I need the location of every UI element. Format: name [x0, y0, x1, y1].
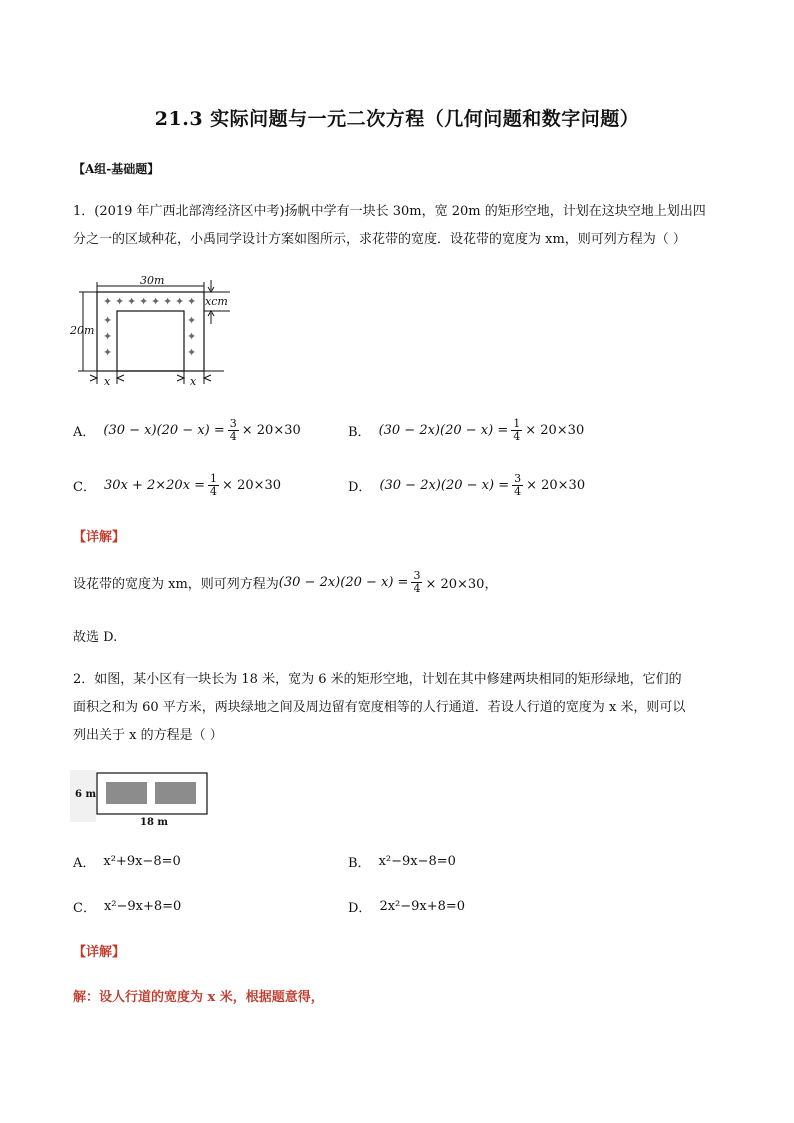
q2-text-line1: 2．如图，某小区有一块长为 18 米，宽为 6 米的矩形空地，计划在其中修建两块相同的矩形绿地，它们的: [73, 672, 682, 687]
q2-figure: [70, 770, 220, 830]
svg-text:✦: ✦: [187, 314, 197, 327]
svg-text:✦: ✦: [187, 330, 197, 343]
q1-figure-left-label: 20m: [70, 324, 95, 337]
q1-figure-inner-rect: [117, 311, 184, 371]
q1-text: [73, 198, 733, 254]
page-title: 21.3 实际问题与一元二次方程（几何问题和数字问题）: [154, 108, 640, 130]
svg-text:✦: ✦: [103, 295, 113, 308]
group-label: 【A组-基础题】: [73, 162, 160, 176]
q2-figure-green-2: [155, 782, 196, 804]
svg-text:✦: ✦: [187, 346, 197, 359]
q1-solution: 设花带的宽度为 xm，则可列方程为 (30 − 2x)(20 − x) = $\frac{3}{4}$ × 20×30，: [73, 569, 498, 595]
svg-text:✦: ✦: [103, 330, 113, 343]
q1-option-d: D． (30 − 2x)(20 − x) = $\frac{3}{4}$ × 20×30: [348, 472, 586, 498]
svg-text:✦: ✦: [127, 295, 137, 308]
q1-text-line2: 分之一的区域种花，小禹同学设计方案如图所示，求花带的宽度．设花带的宽度为 xm，则可列方程为（ ）: [73, 232, 686, 247]
q1-text-line1: 1．(2019 年广西北部湾经济区中考)扬帆中学有一块长 30m，宽 20m 的矩形空地，计划在这块空地上划出四: [73, 204, 706, 219]
svg-text:✦: ✦: [115, 295, 125, 308]
q1-answer: 故选 D.: [73, 630, 118, 645]
q1-detail-label: 【详解】: [73, 530, 126, 545]
q2-option-a: A． x²+9x−8=0: [73, 854, 181, 871]
q2-figure-bottom-label: 18 m: [140, 817, 168, 828]
q1-figure: [70, 272, 240, 390]
q2-text-line3: 列出关于 x 的方程是（ ）: [73, 728, 223, 743]
q2-figure-left-label: 6 m: [75, 789, 97, 800]
svg-text:✦: ✦: [139, 295, 149, 308]
q1-figure-right-label: xcm: [205, 295, 228, 308]
q2-text-line2: 面积之和为 60 平方米，两块绿地之间及周边留有宽度相等的人行通道．若设人行道的宽度为 x 米，则可以: [73, 700, 686, 715]
q2-option-b: B． x²−9x−8=0: [348, 854, 456, 871]
q2-option-d: D． 2x²−9x+8=0: [348, 899, 466, 916]
svg-text:✦: ✦: [103, 314, 113, 327]
svg-text:✦: ✦: [175, 295, 185, 308]
svg-text:✦: ✦: [151, 295, 161, 308]
q2-solution: 解：设人行道的宽度为 x 米，根据题意得，: [73, 990, 324, 1005]
q1-option-b: B． (30 − 2x)(20 − x) = $\frac{1}{4}$ × 20×30: [348, 417, 585, 443]
q1-option-c: C． 30x + 2×20x = $\frac{1}{4}$ × 20×30: [73, 472, 282, 498]
fraction: $\frac{1}{4}$: [210, 472, 218, 498]
fraction: $\frac{3}{4}$: [229, 417, 237, 443]
svg-text:✦: ✦: [103, 346, 113, 359]
fraction: $\frac{1}{4}$: [513, 417, 521, 443]
q1-option-a: A． (30 − x)(20 − x) = $\frac{3}{4}$ × 20×30: [73, 417, 301, 443]
q2-detail-label: 【详解】: [73, 945, 126, 960]
q1-figure-top-label: 30m: [140, 274, 165, 287]
q2-option-c: C． x²−9x+8=0: [73, 899, 182, 916]
svg-text:✦: ✦: [163, 295, 173, 308]
q2-text: [73, 666, 733, 750]
svg-text:✦: ✦: [187, 295, 197, 308]
q1-figure-bottom-left-label: x: [104, 375, 111, 388]
q2-figure-green-1: [106, 782, 147, 804]
fraction: $\frac{3}{4}$: [413, 569, 421, 595]
fraction: $\frac{3}{4}$: [514, 472, 522, 498]
q1-figure-bottom-right-label: x: [190, 375, 197, 388]
